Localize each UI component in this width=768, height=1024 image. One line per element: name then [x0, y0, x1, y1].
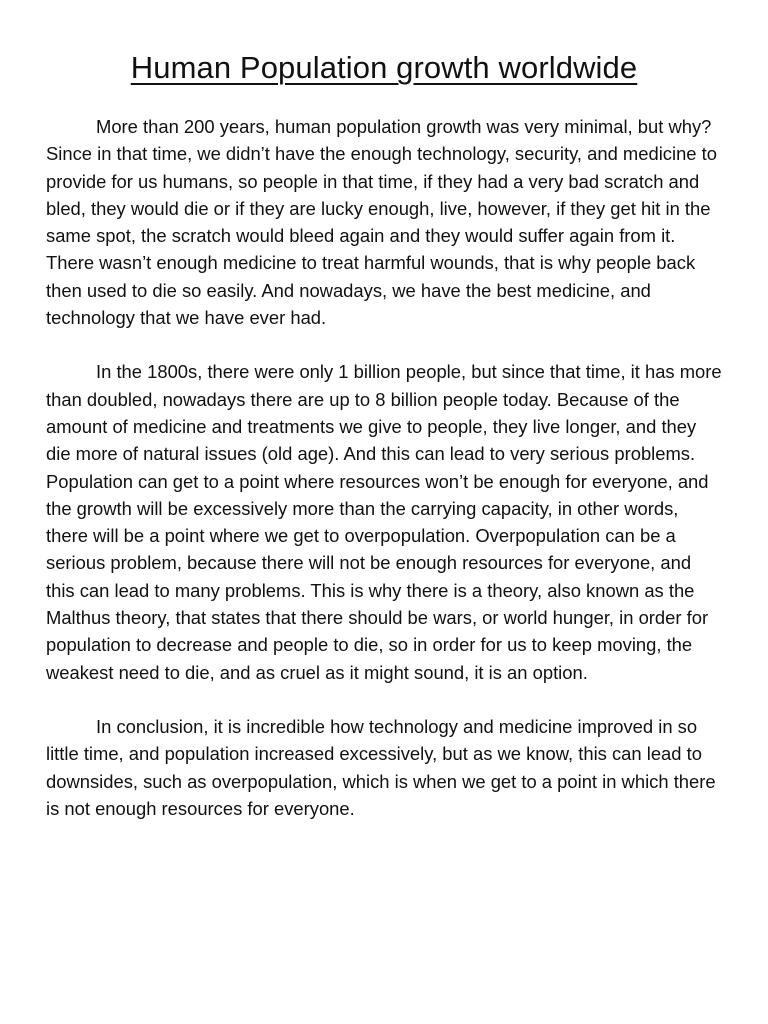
paragraph-2: In the 1800s, there were only 1 billion people, but since that time, it has more than doubled, nowadays there are up to 8 billion people today. Because of the amount of medicine and treatments we give to people, they live longer, and they die more of natural issues (old age). And this can lead to very serious problems. Population can get to a point where resources won’t be enough for everyone, and the growth will be excessively more than the carrying capacity, in other words, there will be a point where we get to overpopulation. Overpopulation can be a serious problem, because there will not be enough resources for everyone, and this can lead to many problems. This is why there is a theory, also known as the Malthus theory, that states that there should be wars, or world hunger, in order for population to decrease and people to die, so in order for us to keep moving, the weakest need to die, and as cruel as it might sound, it is an option. [46, 361, 722, 683]
paragraph-1: More than 200 years, human population growth was very minimal, but why? Since in that time, we didn’t have the enough technology, security, and medicine to provide for us humans, so people in that time, if they had a very bad scratch and bled, they would die or if they are lucky enough, live, however, if they get hit in the same spot, the scratch would bleed again and they would suffer again from it. There wasn’t enough medicine to treat harmful wounds, that is why people back then used to die so easily. And nowadays, we have the best medicine, and technology that we have ever had. [46, 116, 717, 329]
document-title: Human Population growth worldwide [130, 50, 638, 85]
document-body [46, 113, 722, 822]
paragraph-3: In conclusion, it is incredible how technology and medicine improved in so little time, and population increased excessively, but as we know, this can lead to downsides, such as overpopulation, which is when we get to a point in which there is not enough resources for everyone. [46, 715, 716, 819]
